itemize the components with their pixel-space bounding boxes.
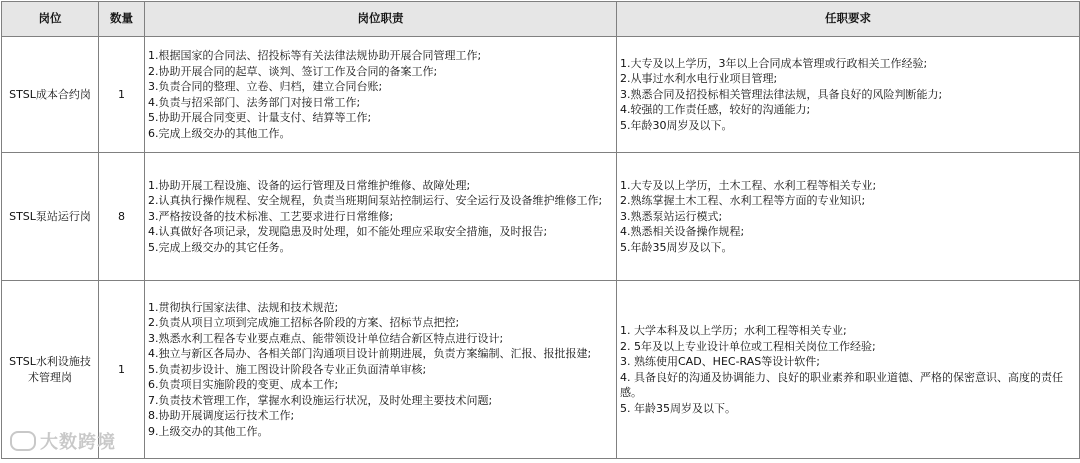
requirement-line: 4. 具备良好的沟通及协调能力、良好的职业素养和职业道德、严格的保密意识、高度的责任感。: [620, 370, 1063, 399]
requirement-line: 3.熟悉合同及招投标相关管理法律法规，具备良好的风险判断能力;: [620, 87, 943, 101]
table-row: [2, 37, 1080, 153]
duty-line: 4.认真做好各项记录，发现隐患及时处理，如不能处理应采取安全措施，及时报告;: [148, 225, 548, 239]
duty-line: 5.负责初步设计、施工图设计阶段各专业正负面清单审核;: [148, 362, 427, 376]
job-table: [1, 1, 1080, 459]
duty-line: 9.上级交办的其他工作。: [148, 424, 269, 438]
requirement-line: 4.熟悉相关设备操作规程;: [620, 225, 745, 239]
header-requirements: 任职要求: [617, 2, 1080, 37]
duty-line: 1.协助开展工程设施、设备的运行管理及日常维护维修、故障处理;: [148, 178, 471, 192]
duty-line: 1.根据国家的合同法、招投标等有关法律法规协助开展合同管理工作;: [148, 49, 482, 62]
duty-line: 2.认真执行操作规程、安全规程，负责当班期间泵站控制运行、安全运行及设备维护维修工作;: [148, 194, 603, 208]
duties-cell: [145, 281, 617, 459]
header-duties: 岗位职责: [145, 2, 617, 37]
requirement-line: 1.大专及以上学历，3年以上合同成本管理或行政相关工作经验;: [620, 56, 928, 70]
duties-cell: [145, 37, 617, 153]
requirements-cell: [617, 37, 1080, 153]
header-position: 岗位: [2, 2, 99, 37]
requirement-line: 5.年龄35周岁及以下。: [620, 240, 733, 254]
duty-line: 5.完成上级交办的其它任务。: [148, 240, 291, 254]
position-cell: STSL成本合约岗: [2, 37, 99, 153]
requirement-line: 3.熟悉泵站运行模式;: [620, 209, 723, 223]
requirement-line: 3. 熟练使用CAD、HEC-RAS等设计软件;: [620, 355, 820, 368]
requirement-line: 5. 年龄35周岁及以下。: [620, 401, 736, 415]
duty-line: 7.负责技术管理工作，掌握水利设施运行状况，及时处理主要技术问题;: [148, 393, 493, 407]
duty-line: 2.负责从项目立项到完成施工招标各阶段的方案、招标节点把控;: [148, 316, 460, 330]
duty-line: 2.协助开展合同的起草、谈判、签订工作及合同的备案工作;: [148, 64, 438, 78]
table-header-row: [2, 2, 1080, 37]
requirements-cell: [617, 153, 1080, 281]
duty-line: 3.负责合同的整理、立卷、归档，建立合同台账;: [148, 80, 383, 93]
duty-line: 1.贯彻执行国家法律、法规和技术规范;: [148, 300, 339, 314]
watermark-text: 大数跨境: [40, 432, 116, 453]
watermark: [10, 428, 116, 454]
requirements-cell: [617, 281, 1080, 459]
duty-line: 5.协助开展合同变更、计量支付、结算等工作;: [148, 111, 372, 124]
requirement-line: 2.熟练掌握土木工程、水利工程等方面的专业知识;: [620, 194, 866, 208]
duty-line: 4.负责与招采部门、法务部门对接日常工作;: [148, 95, 361, 109]
requirement-line: 4.较强的工作责任感，较好的沟通能力;: [620, 103, 811, 117]
duty-line: 3.严格按设备的技术标准、工艺要求进行日常维修;: [148, 209, 394, 223]
duty-line: 8.协助开展调度运行技术工作;: [148, 409, 295, 423]
duty-line: 4.独立与新区各局办、各相关部门沟通项目设计前期进展，负责方案编制、汇报、报批报建;: [148, 347, 592, 361]
watermark-logo-icon: [10, 431, 36, 451]
requirement-line: 1. 大学本科及以上学历；水利工程等相关专业;: [620, 324, 847, 337]
count-cell: 1: [99, 37, 145, 153]
requirement-line: 2. 5年及以上专业设计单位或工程相关岗位工作经验;: [620, 339, 876, 353]
duty-line: 6.负责项目实施阶段的变更、成本工作;: [148, 378, 339, 392]
count-cell: 1: [99, 281, 145, 459]
count-cell: 8: [99, 153, 145, 281]
table-row: [2, 153, 1080, 281]
position-cell: STSL泵站运行岗: [2, 153, 99, 281]
duties-cell: [145, 153, 617, 281]
header-count: 数量: [99, 2, 145, 37]
requirement-line: 1.大专及以上学历，土木工程、水利工程等相关专业;: [620, 178, 877, 192]
duty-line: 3.熟悉水利工程各专业要点难点、能带领设计单位结合新区特点进行设计;: [148, 331, 504, 345]
requirement-line: 5.年龄30周岁及以下。: [620, 118, 733, 132]
table-row: [2, 281, 1080, 459]
position-cell: STSL水利设施技术管理岗: [2, 281, 99, 459]
duty-line: 6.完成上级交办的其他工作。: [148, 126, 291, 140]
requirement-line: 2.从事过水利水电行业项目管理;: [620, 72, 778, 86]
